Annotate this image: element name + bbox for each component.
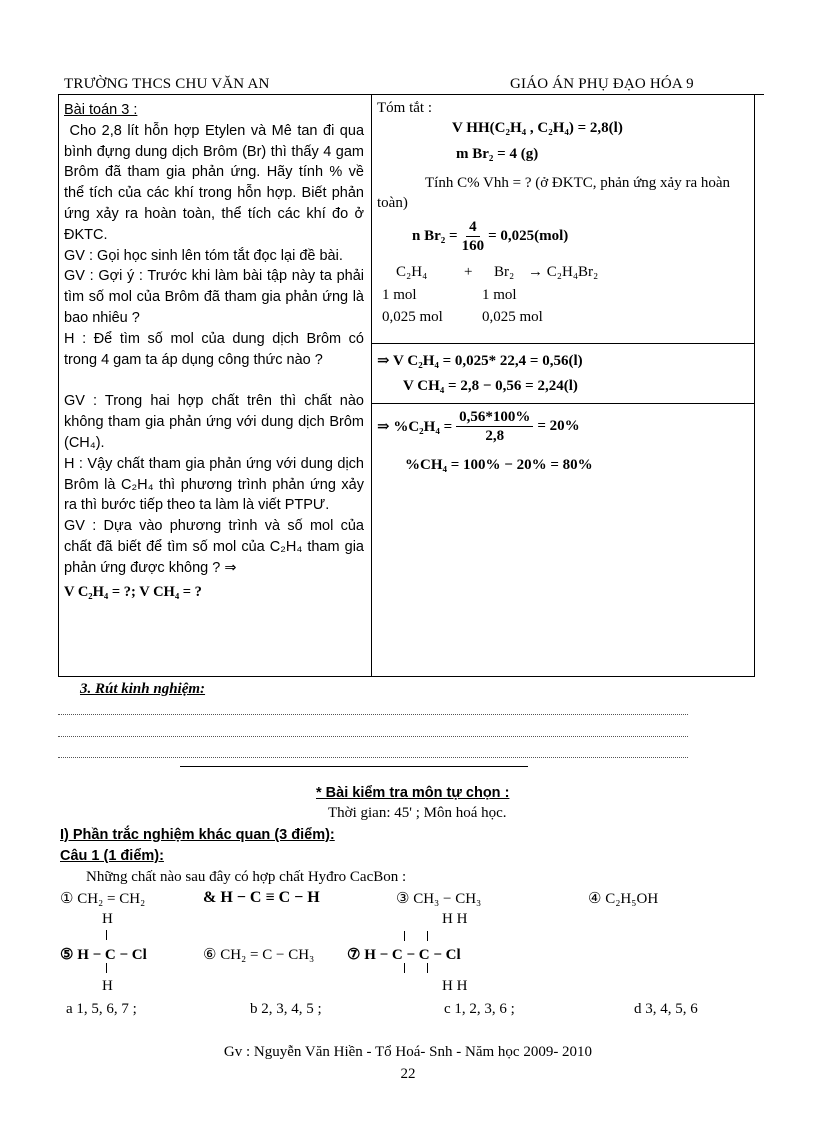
separator-1 [371,343,755,344]
choice-6: ⑥ CH₂ = C − CH₃ [203,947,315,963]
answer-b: b 2, 3, 4, 5 ; [250,1001,322,1017]
question-1-text: Những chất nào sau đây có hợp chất Hyđro CacBon : [86,869,407,885]
bond-7b-bottom [427,963,428,973]
choice-2: & H − C ≡ C − H [203,889,320,906]
bond-7a-bottom [404,963,405,973]
bond-5-bottom [106,963,107,973]
page-number: 22 [400,1066,416,1082]
choice-5-bottom-h: H [102,978,113,994]
teacher-step-3: GV : Trong hai hợp chất trên thì chất nào không tham gia phản ứng với dung dịch Brôm (CH₄). [64,393,364,451]
mol-lhs: n Br₂ = [412,228,458,244]
student-step-1: H : Để tìm số mol của dung dịch Brôm có trong 4 gam ta áp dụng công thức nào ? [64,330,364,368]
find-request: Tính C% Vhh = ? (ở ĐKTC, phản ứng xảy ra hoàn toàn) [377,175,731,211]
percent-denominator: 2,8 [485,428,505,444]
header-subject: GIÁO ÁN PHỤ ĐẠO HÓA 9 [510,76,694,92]
answer-d: d 3, 4, 5, 6 [634,1001,698,1017]
mol-denominator: 160 [461,238,485,254]
percent-numerator: 0,56*100% [456,408,533,427]
teacher-step-1: GV : Gọi học sinh lên tóm tắt đọc lại đề bài. [64,247,343,264]
question-1-title: Câu 1 (1 điểm): [60,848,164,864]
percent-methane: %CH₄ = 100% − 20% = 80% [405,457,593,473]
left-column [64,100,364,602]
bond-7b-top [427,931,428,941]
part-1-title: I) Phần trắc nghiệm khác quan (3 điểm): [60,827,335,843]
mol-fraction [462,218,485,255]
choice-1: ① CH₂ = CH₂ [60,891,146,907]
ratio-2a: 0,025 mol [382,309,443,325]
choice-7: ⑦ H − C − C − Cl [347,947,461,963]
footer-author: Gv : Nguyễn Văn Hiền - Tổ Hoá- Snh - Năm học 2009- 2010 [223,1044,593,1060]
separator-2 [371,403,755,404]
teacher-step-4: GV : Dựa vào phương trình và số mol của chất đã biết để tìm số mol của C₂H₄ tham gia phản ứng được không ? ⇒ [64,518,364,576]
given-mass: m Br₂ = 4 (g) [456,146,539,162]
mol-numerator: 4 [466,218,480,237]
choice-7-bottom-h: H H [442,978,468,994]
choice-3: ③ CH₃ − CH₃ [396,891,482,907]
section-experience: 3. Rút kinh nghiệm: [80,681,206,697]
choice-4: ④ C₂H₅OH [588,891,659,907]
choice-7-top-h: H H [442,911,468,927]
percent-result: = 20% [537,418,580,434]
volume-methane: V CH₄ = 2,8 − 0,56 = 2,24(l) [403,378,578,394]
product: → C₂H₄Br₂ [528,264,599,280]
section-divider [180,766,528,767]
percent-fraction [456,408,533,445]
reaction-equation [382,264,742,334]
problem-text: Cho 2,8 lít hỗn hợp Etylen và Mê tan đi qua bình đựng dung dịch Brôm (Br) thì thấy 4 gam Brôm đã tham gia phản ứng. Hãy tính % về thể tích của các khí trong hỗn hợp. Biết phản ứng xảy ra hoàn toàn, thể tích các khí đo ở ĐKTC. [64,122,365,243]
dotted-line-2 [58,736,688,737]
plus-sign: + [464,264,473,280]
reactant-ethylene: C₂H₄ [396,264,428,280]
answer-c: c 1, 2, 3, 6 ; [444,1001,515,1017]
dotted-line-3 [58,757,688,758]
percent-lhs: ⇒ %C₂H₄ = [377,419,453,435]
reactant-bromine: Br₂ [494,264,515,280]
percent-calculation [377,408,580,445]
problem-title: Bài toán 3 : [64,102,138,118]
bond-5-top [106,930,107,940]
ask-volumes: V C₂H₄ = ?; V CH₄ = ? [64,583,202,600]
summary-label: Tóm tắt : [377,100,432,116]
mol-result: = 0,025(mol) [488,228,569,244]
choice-5-top-h: H [102,911,113,927]
ratio-1b: 1 mol [482,287,517,303]
ratio-2b: 0,025 mol [482,309,543,325]
given-volume: V HH(C₂H₄ , C₂H₄) = 2,8(l) [452,120,623,136]
answer-a: a 1, 5, 6, 7 ; [66,1001,137,1017]
test-time: Thời gian: 45' ; Môn hoá học. [328,805,507,821]
student-step-2: H : Vậy chất tham gia phản ứng với dung dịch Brôm là C₂H₄ thì phương trình phản ứng xảy ra thì bước tiếp theo ta làm là viết PTPƯ. [64,455,364,514]
teacher-step-2: GV : Gợi ý : Trước khi làm bài tập này ta phải tìm số mol của Brôm đã tham gia phản ứng là bao nhiêu ? [64,268,364,326]
dotted-line-1 [58,714,688,715]
test-title: * Bài kiểm tra môn tự chọn : [316,785,510,801]
table-divider [371,94,372,677]
choice-5: ⑤ H − C − Cl [60,947,147,963]
header-school: TRƯỜNG THCS CHU VĂN AN [64,76,270,92]
bond-7a-top [404,931,405,941]
mol-calculation [412,218,568,255]
volume-ethylene: ⇒ V C₂H₄ = 0,025* 22,4 = 0,56(l) [377,353,583,369]
ratio-1a: 1 mol [382,287,417,303]
